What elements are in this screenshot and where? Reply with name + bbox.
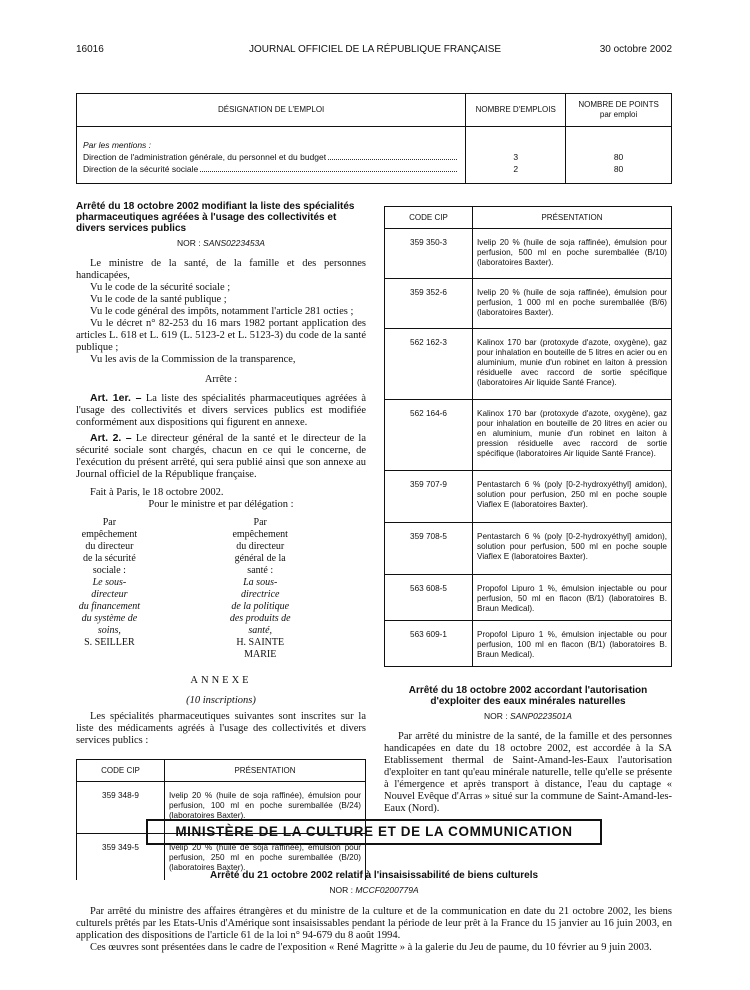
table-row bbox=[385, 229, 672, 279]
presentation-text: Kalinox 170 bar (protoxyde d'azote, oxygène), gaz pour inhalation en bouteille de 5 litres en acier ou en aluminium, munie d'un robinet en laiton à pression résiduelle avec raccord de sortie spécifique (laboratoires Air liquide Santé France). bbox=[473, 329, 672, 400]
col-code-cip: CODE CIP bbox=[77, 760, 165, 782]
col-presentation: PRÉSENTATION bbox=[473, 207, 672, 229]
presentation-text: Ivelip 20 % (huile de soja raffinée), émulsion pour perfusion, 1 000 ml en poche suremballée (B/6) (laboratoires Baxter). bbox=[473, 279, 672, 329]
presentation-text: Propofol Lipuro 1 %, émulsion injectable ou pour perfusion, 50 ml en flacon (B/1) (laboratoires B. Braun Medical). bbox=[473, 575, 672, 621]
pour-le-ministre: Pour le ministre et par délégation : bbox=[148, 499, 294, 510]
table-row-2-designation: Direction de la sécurité sociale bbox=[83, 163, 459, 175]
presentation-text: Kalinox 170 bar (protoxyde d'azote, oxygène), gaz pour inhalation en bouteille de 20 litres en acier ou en aluminium, munie d'un robinet en laiton à pression résiduelle avec raccord de sortie spécifique (laboratoires Air liquide Santé France). bbox=[473, 400, 672, 471]
col-presentation: PRÉSENTATION bbox=[165, 760, 366, 782]
fait-a-paris: Fait à Paris, le 18 octobre 2002. bbox=[90, 487, 224, 498]
journal-title: JOURNAL OFFICIEL DE LA RÉPUBLIQUE FRANÇAISE bbox=[248, 44, 502, 55]
code-cip: 359 707-9 bbox=[385, 471, 473, 523]
arrete1-nor: NOR : SANS0223453A bbox=[177, 238, 265, 248]
annexe-heading: ANNEXE bbox=[190, 675, 252, 686]
issue-date: 30 octobre 2002 bbox=[599, 44, 672, 55]
page-number: 16016 bbox=[76, 44, 104, 55]
code-cip: 359 350-3 bbox=[385, 229, 473, 279]
presentation-text: Ivelip 20 % (huile de soja raffinée), émulsion pour perfusion, 500 ml en poche suremballée (B/10) (laboratoires Baxter). bbox=[473, 229, 672, 279]
arrete3-paragraph-1: Par arrêté du ministre des affaires étrangères et du ministre de la culture et de la communication en date du 21 octobre 2002, les biens culturels prêtés par les Etats-Unis d'Amérique sont insaisissables pendant la période de leur prêt à la France du 15 janvier au 16 juin 2003, en application des dispositions de l'article 61 de la loi n° 94-679 du 8 août 1994. bbox=[76, 906, 672, 941]
ministry-banner: MINISTÈRE DE LA CULTURE ET DE LA COMMUNICATION bbox=[146, 819, 602, 845]
annexe-intro: Les spécialités pharmaceutiques suivantes sont inscrites sur la liste des médicaments agréés à l'usage des collectivités et divers services publics : bbox=[76, 711, 366, 746]
table-row-1-emplois: 3 bbox=[513, 152, 519, 162]
points-cell bbox=[566, 127, 672, 184]
col-points-label: NOMBRE DE POINTS bbox=[578, 100, 659, 109]
table-row bbox=[385, 400, 672, 471]
code-cip: 563 608-5 bbox=[385, 575, 473, 621]
right-column bbox=[384, 206, 672, 815]
article-2: Art. 2. – Le directeur général de la santé et le directeur de la sécurité sociale sont chargés, chacun en ce qui le concerne, de l'exécution du présent arrêté, qui sera publié ainsi que son annexe au Journal officiel de la République française. bbox=[76, 432, 366, 480]
arrete3-nor: NOR : MCCF0200779A bbox=[329, 885, 419, 895]
col-nombre-points bbox=[566, 94, 672, 127]
arrete-word: Arrête : bbox=[204, 374, 238, 385]
arrete2-title: Arrêté du 18 octobre 2002 accordant l'autorisation d'exploiter des eaux minérales naturelles bbox=[408, 685, 648, 707]
table-row bbox=[77, 127, 672, 184]
employment-table bbox=[76, 93, 672, 184]
table-row-1-points: 80 bbox=[613, 152, 624, 162]
code-cip: 562 162-3 bbox=[385, 329, 473, 400]
vu-item: Vu le décret n° 82-253 du 16 mars 1982 portant application des articles L. 618 et L. 619 (L. 5123-2 et L. 5123-3) du code de la santé publique ; bbox=[76, 318, 366, 353]
code-cip: 359 352-6 bbox=[385, 279, 473, 329]
arrete3-paragraph-2: Ces œuvres sont présentées dans le cadre de l'exposition « René Magritte » à la galerie du Jeu de paume, du 10 février au 9 juin 2003. bbox=[90, 942, 652, 953]
table-row-2-points: 80 bbox=[613, 164, 624, 174]
emplois-cell bbox=[466, 127, 566, 184]
table-row bbox=[385, 329, 672, 400]
signatures bbox=[76, 517, 366, 661]
table-row bbox=[385, 471, 672, 523]
presentation-text: Pentastarch 6 % (poly [0-2-hydroxyéthyl] amidon), solution pour perfusion, 250 ml en poche souple Viaflex E (laboratoires Baxter). bbox=[473, 471, 672, 523]
code-cip: 562 164-6 bbox=[385, 400, 473, 471]
table-row bbox=[385, 279, 672, 329]
arrete1-intro: Le ministre de la santé, de la famille et des personnes handicapées, bbox=[76, 258, 366, 281]
table-row bbox=[385, 621, 672, 667]
arrete3-title: Arrêté du 21 octobre 2002 relatif à l'insaisissabilité de biens culturels bbox=[209, 870, 539, 881]
col-code-cip: CODE CIP bbox=[385, 207, 473, 229]
presentation-text: Propofol Lipuro 1 %, émulsion injectable ou pour perfusion, 100 ml en flacon (B/1) (laboratoires B. Braun Medical). bbox=[473, 621, 672, 667]
signature-left: Par empêchement du directeur de la sécurité sociale : Le sous-directeur du financement du système de soins, S. SEILLER bbox=[78, 517, 141, 648]
table-intro: Par les mentions : bbox=[83, 140, 152, 150]
vu-item: Vu le code de la sécurité sociale ; bbox=[90, 282, 231, 293]
table-row-1-designation: Direction de l'administration générale, du personnel et du budget bbox=[83, 151, 459, 163]
arrete3 bbox=[76, 870, 672, 954]
arrete2-text: Par arrêté du ministre de la santé, de la famille et des personnes handicapées en date du 18 octobre 2002, est accordée à la SA Etablissement thermal de Saint-Amand-les-Eaux l'autorisation d'exploiter en tant qu'eau minérale naturelle, telle qu'elle se présente à l'émergence et après transport à distance, l'eau du captage « Nouvel Evêque d'Arras » situé sur la commune de Saint-Amand-les-Eaux (Nord). bbox=[384, 731, 672, 814]
arrete2-nor: NOR : SANP0223501A bbox=[484, 711, 572, 721]
vu-item: Vu les avis de la Commission de la transparence, bbox=[90, 354, 296, 365]
presentation-text: Ivelip 20 % (huile de soja raffinée), émulsion pour perfusion, 250 ml en poche suremballée (B/20) (laboratoires Baxter). bbox=[165, 834, 366, 880]
vu-item: Vu le code de la santé publique ; bbox=[90, 294, 227, 305]
col-designation: DÉSIGNATION DE L'EMPLOI bbox=[77, 94, 466, 127]
table-row bbox=[385, 523, 672, 575]
code-cip: 359 349-5 bbox=[77, 834, 165, 880]
table-row bbox=[385, 575, 672, 621]
col-points-sublabel: par emploi bbox=[599, 110, 638, 119]
arrete1-title: Arrêté du 18 octobre 2002 modifiant la liste des spécialités pharmaceutiques agréées à l'usage des collectivités et divers services publics bbox=[76, 201, 355, 234]
designation-cell bbox=[77, 127, 466, 184]
code-cip: 563 609-1 bbox=[385, 621, 473, 667]
presentation-text: Pentastarch 6 % (poly [0-2-hydroxyéthyl] amidon), solution pour perfusion, 500 ml en poche souple Viaflex E (laboratoires Baxter). bbox=[473, 523, 672, 575]
code-cip: 359 348-9 bbox=[77, 782, 165, 834]
vu-item: Vu le code général des impôts, notamment l'article 281 octies ; bbox=[90, 306, 354, 317]
inscriptions-count: (10 inscriptions) bbox=[186, 695, 256, 706]
table-row-2-emplois: 2 bbox=[513, 164, 519, 174]
col-nombre-emplois: NOMBRE D'EMPLOIS bbox=[466, 94, 566, 127]
presentation-text: Ivelip 20 % (huile de soja raffinée), émulsion pour perfusion, 100 ml en poche suremballée (B/24) (laboratoires Baxter). bbox=[165, 782, 366, 834]
left-column bbox=[76, 201, 366, 880]
signature-right: Par empêchement du directeur général de la santé : La sous-directrice de la politique des produits de santé, H. SAINTE MARIE bbox=[229, 517, 291, 660]
article-1: Art. 1er. – La liste des spécialités pharmaceutiques agréées à l'usage des collectivités et divers services publics est modifiée conformément aux dispositions qui figurent en annexe. bbox=[76, 392, 366, 428]
presentation-table-right bbox=[384, 206, 672, 667]
code-cip: 359 708-5 bbox=[385, 523, 473, 575]
